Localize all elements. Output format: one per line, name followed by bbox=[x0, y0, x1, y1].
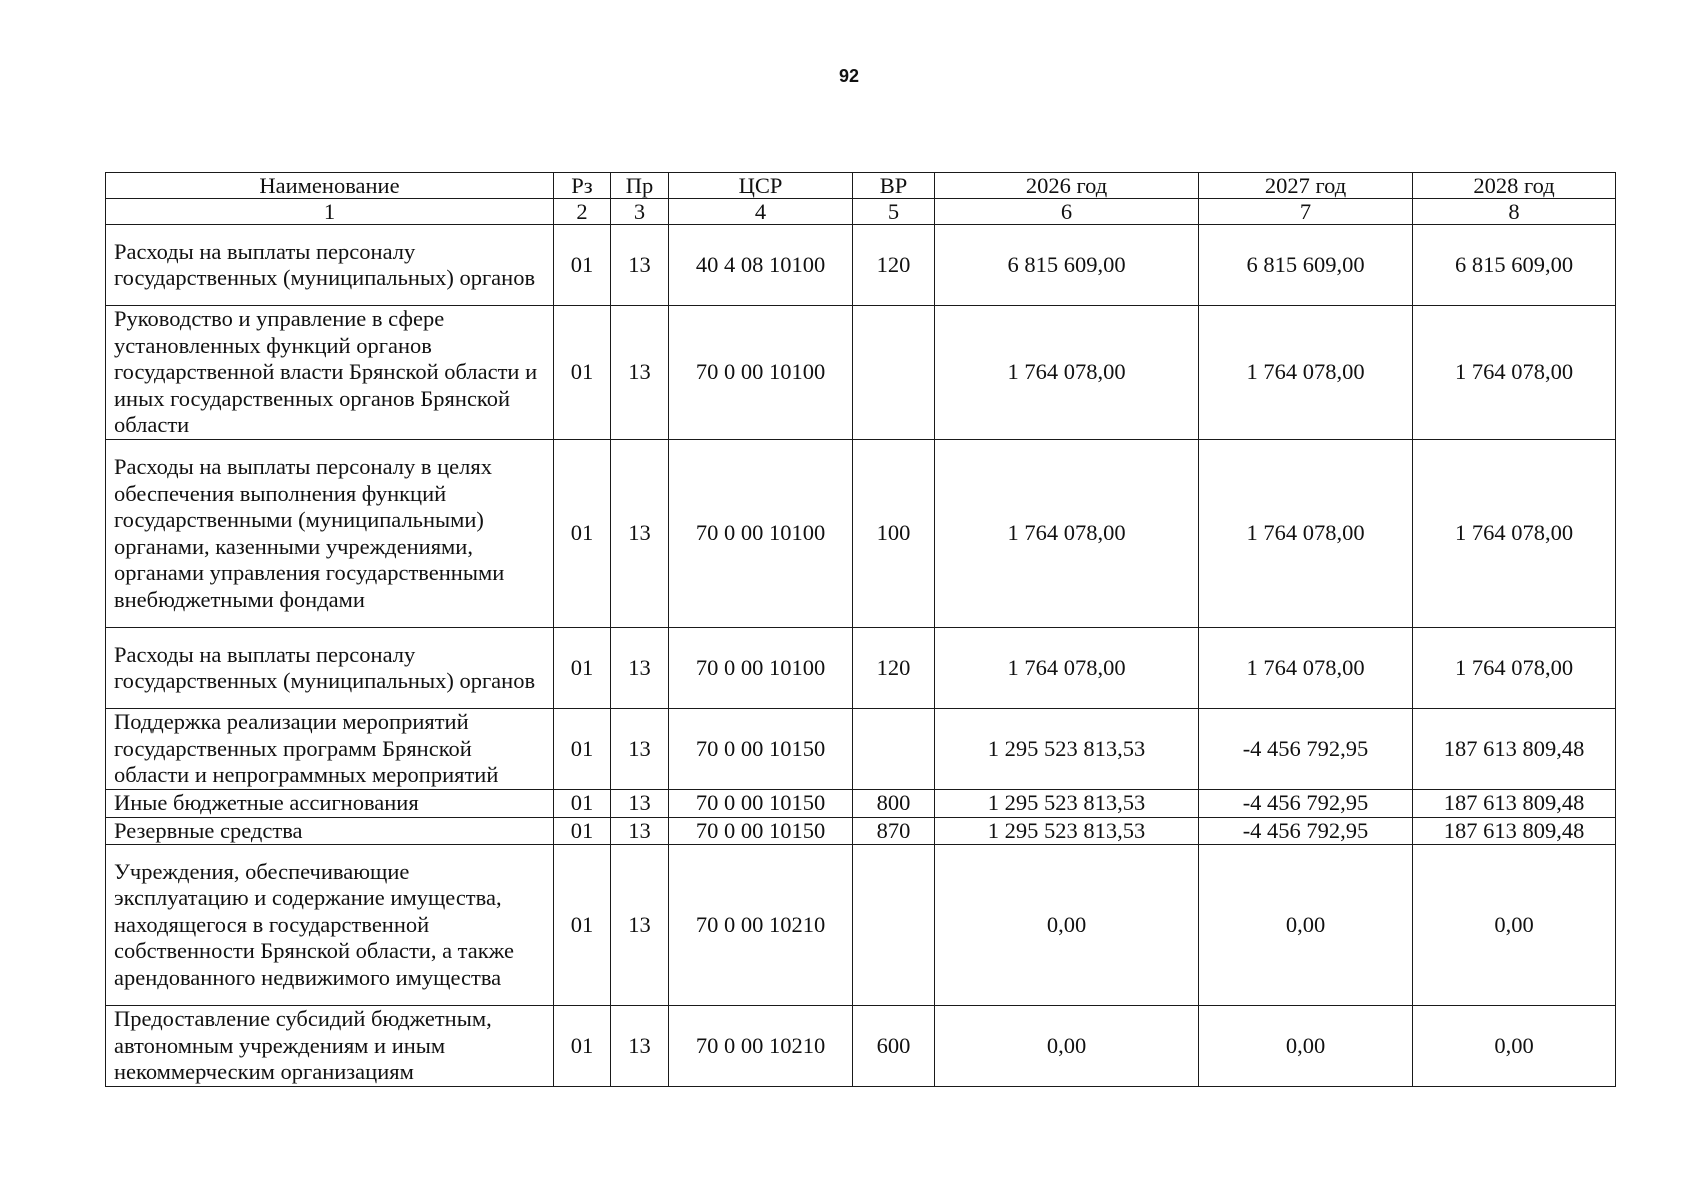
row-2026: 1 764 078,00 bbox=[935, 628, 1199, 709]
row-rz: 01 bbox=[554, 628, 611, 709]
row-vr: 100 bbox=[853, 440, 935, 628]
row-rz: 01 bbox=[554, 306, 611, 440]
row-vr: 120 bbox=[853, 628, 935, 709]
row-vr bbox=[853, 709, 935, 790]
header-row bbox=[106, 173, 1616, 199]
row-name: Расходы на выплаты персоналу в целях обеспечения выполнения функций государственными (муниципальными) органами, казенными учреждениями, органами управления государственными внебюджетными фондами bbox=[106, 440, 554, 628]
row-csr: 70 0 00 10100 bbox=[669, 306, 853, 440]
table-row bbox=[106, 440, 1616, 628]
column-number: 3 bbox=[611, 199, 669, 225]
column-number-row bbox=[106, 199, 1616, 225]
table-row bbox=[106, 790, 1616, 818]
row-name: Расходы на выплаты персоналу государственных (муниципальных) органов bbox=[106, 628, 554, 709]
row-rz: 01 bbox=[554, 845, 611, 1006]
row-pr: 13 bbox=[611, 1006, 669, 1087]
row-2026: 1 295 523 813,53 bbox=[935, 817, 1199, 845]
row-2027: 0,00 bbox=[1199, 845, 1413, 1006]
row-pr: 13 bbox=[611, 817, 669, 845]
table-row bbox=[106, 306, 1616, 440]
header-2026: 2026 год bbox=[935, 173, 1199, 199]
row-csr: 40 4 08 10100 bbox=[669, 225, 853, 306]
row-2027: 6 815 609,00 bbox=[1199, 225, 1413, 306]
row-2027: -4 456 792,95 bbox=[1199, 709, 1413, 790]
row-2028: 187 613 809,48 bbox=[1413, 790, 1616, 818]
row-2026: 1 295 523 813,53 bbox=[935, 790, 1199, 818]
row-2028: 187 613 809,48 bbox=[1413, 709, 1616, 790]
row-vr: 870 bbox=[853, 817, 935, 845]
column-number: 2 bbox=[554, 199, 611, 225]
row-2028: 1 764 078,00 bbox=[1413, 306, 1616, 440]
row-2027: 0,00 bbox=[1199, 1006, 1413, 1087]
row-rz: 01 bbox=[554, 790, 611, 818]
row-2028: 0,00 bbox=[1413, 1006, 1616, 1087]
row-2026: 1 764 078,00 bbox=[935, 306, 1199, 440]
row-pr: 13 bbox=[611, 628, 669, 709]
row-name: Резервные средства bbox=[106, 817, 554, 845]
page-number: 92 bbox=[838, 66, 860, 86]
header-2028: 2028 год bbox=[1413, 173, 1616, 199]
row-2027: 1 764 078,00 bbox=[1199, 306, 1413, 440]
row-2026: 1 295 523 813,53 bbox=[935, 709, 1199, 790]
header-2027: 2027 год bbox=[1199, 173, 1413, 199]
row-name: Расходы на выплаты персоналу государственных (муниципальных) органов bbox=[106, 225, 554, 306]
table-row bbox=[106, 709, 1616, 790]
row-rz: 01 bbox=[554, 1006, 611, 1087]
header-vr: ВР bbox=[853, 173, 935, 199]
table-row bbox=[106, 225, 1616, 306]
row-csr: 70 0 00 10210 bbox=[669, 845, 853, 1006]
row-2028: 187 613 809,48 bbox=[1413, 817, 1616, 845]
row-rz: 01 bbox=[554, 440, 611, 628]
row-rz: 01 bbox=[554, 225, 611, 306]
row-name: Учреждения, обеспечивающие эксплуатацию и содержание имущества, находящегося в государственной собственности Брянской области, а также арендованного недвижимого имущества bbox=[106, 845, 554, 1006]
row-pr: 13 bbox=[611, 225, 669, 306]
row-2026: 1 764 078,00 bbox=[935, 440, 1199, 628]
column-number: 8 bbox=[1413, 199, 1616, 225]
row-2028: 6 815 609,00 bbox=[1413, 225, 1616, 306]
row-vr: 120 bbox=[853, 225, 935, 306]
row-name: Предоставление субсидий бюджетным, автономным учреждениям и иным некоммерческим организациям bbox=[106, 1006, 554, 1087]
row-2026: 0,00 bbox=[935, 845, 1199, 1006]
row-name: Поддержка реализации мероприятий государственных программ Брянской области и непрограммных мероприятий bbox=[106, 709, 554, 790]
table-body bbox=[106, 225, 1616, 1087]
row-csr: 70 0 00 10210 bbox=[669, 1006, 853, 1087]
row-name: Руководство и управление в сфере установленных функций органов государственной власти Брянской области и иных государственных органов Брянской области bbox=[106, 306, 554, 440]
row-pr: 13 bbox=[611, 306, 669, 440]
row-2028: 1 764 078,00 bbox=[1413, 440, 1616, 628]
row-rz: 01 bbox=[554, 709, 611, 790]
row-2027: 1 764 078,00 bbox=[1199, 440, 1413, 628]
header-pr: Пр bbox=[611, 173, 669, 199]
row-vr bbox=[853, 306, 935, 440]
column-number: 7 bbox=[1199, 199, 1413, 225]
row-rz: 01 bbox=[554, 817, 611, 845]
row-vr: 600 bbox=[853, 1006, 935, 1087]
row-name: Иные бюджетные ассигнования bbox=[106, 790, 554, 818]
row-pr: 13 bbox=[611, 845, 669, 1006]
column-number: 4 bbox=[669, 199, 853, 225]
row-2026: 6 815 609,00 bbox=[935, 225, 1199, 306]
row-vr: 800 bbox=[853, 790, 935, 818]
row-pr: 13 bbox=[611, 790, 669, 818]
row-2028: 0,00 bbox=[1413, 845, 1616, 1006]
row-csr: 70 0 00 10100 bbox=[669, 628, 853, 709]
row-2026: 0,00 bbox=[935, 1006, 1199, 1087]
table-row bbox=[106, 628, 1616, 709]
column-number: 1 bbox=[106, 199, 554, 225]
header-rz: Рз bbox=[554, 173, 611, 199]
table-row bbox=[106, 817, 1616, 845]
table-row bbox=[106, 1006, 1616, 1087]
table-row bbox=[106, 845, 1616, 1006]
header-csr: ЦСР bbox=[669, 173, 853, 199]
row-2028: 1 764 078,00 bbox=[1413, 628, 1616, 709]
budget-table bbox=[105, 172, 1616, 1087]
row-pr: 13 bbox=[611, 440, 669, 628]
row-2027: 1 764 078,00 bbox=[1199, 628, 1413, 709]
row-csr: 70 0 00 10150 bbox=[669, 709, 853, 790]
row-pr: 13 bbox=[611, 709, 669, 790]
row-csr: 70 0 00 10100 bbox=[669, 440, 853, 628]
table-header bbox=[106, 173, 1616, 225]
row-2027: -4 456 792,95 bbox=[1199, 790, 1413, 818]
column-number: 6 bbox=[935, 199, 1199, 225]
row-vr bbox=[853, 845, 935, 1006]
header-name: Наименование bbox=[106, 173, 554, 199]
row-2027: -4 456 792,95 bbox=[1199, 817, 1413, 845]
row-csr: 70 0 00 10150 bbox=[669, 790, 853, 818]
row-csr: 70 0 00 10150 bbox=[669, 817, 853, 845]
column-number: 5 bbox=[853, 199, 935, 225]
